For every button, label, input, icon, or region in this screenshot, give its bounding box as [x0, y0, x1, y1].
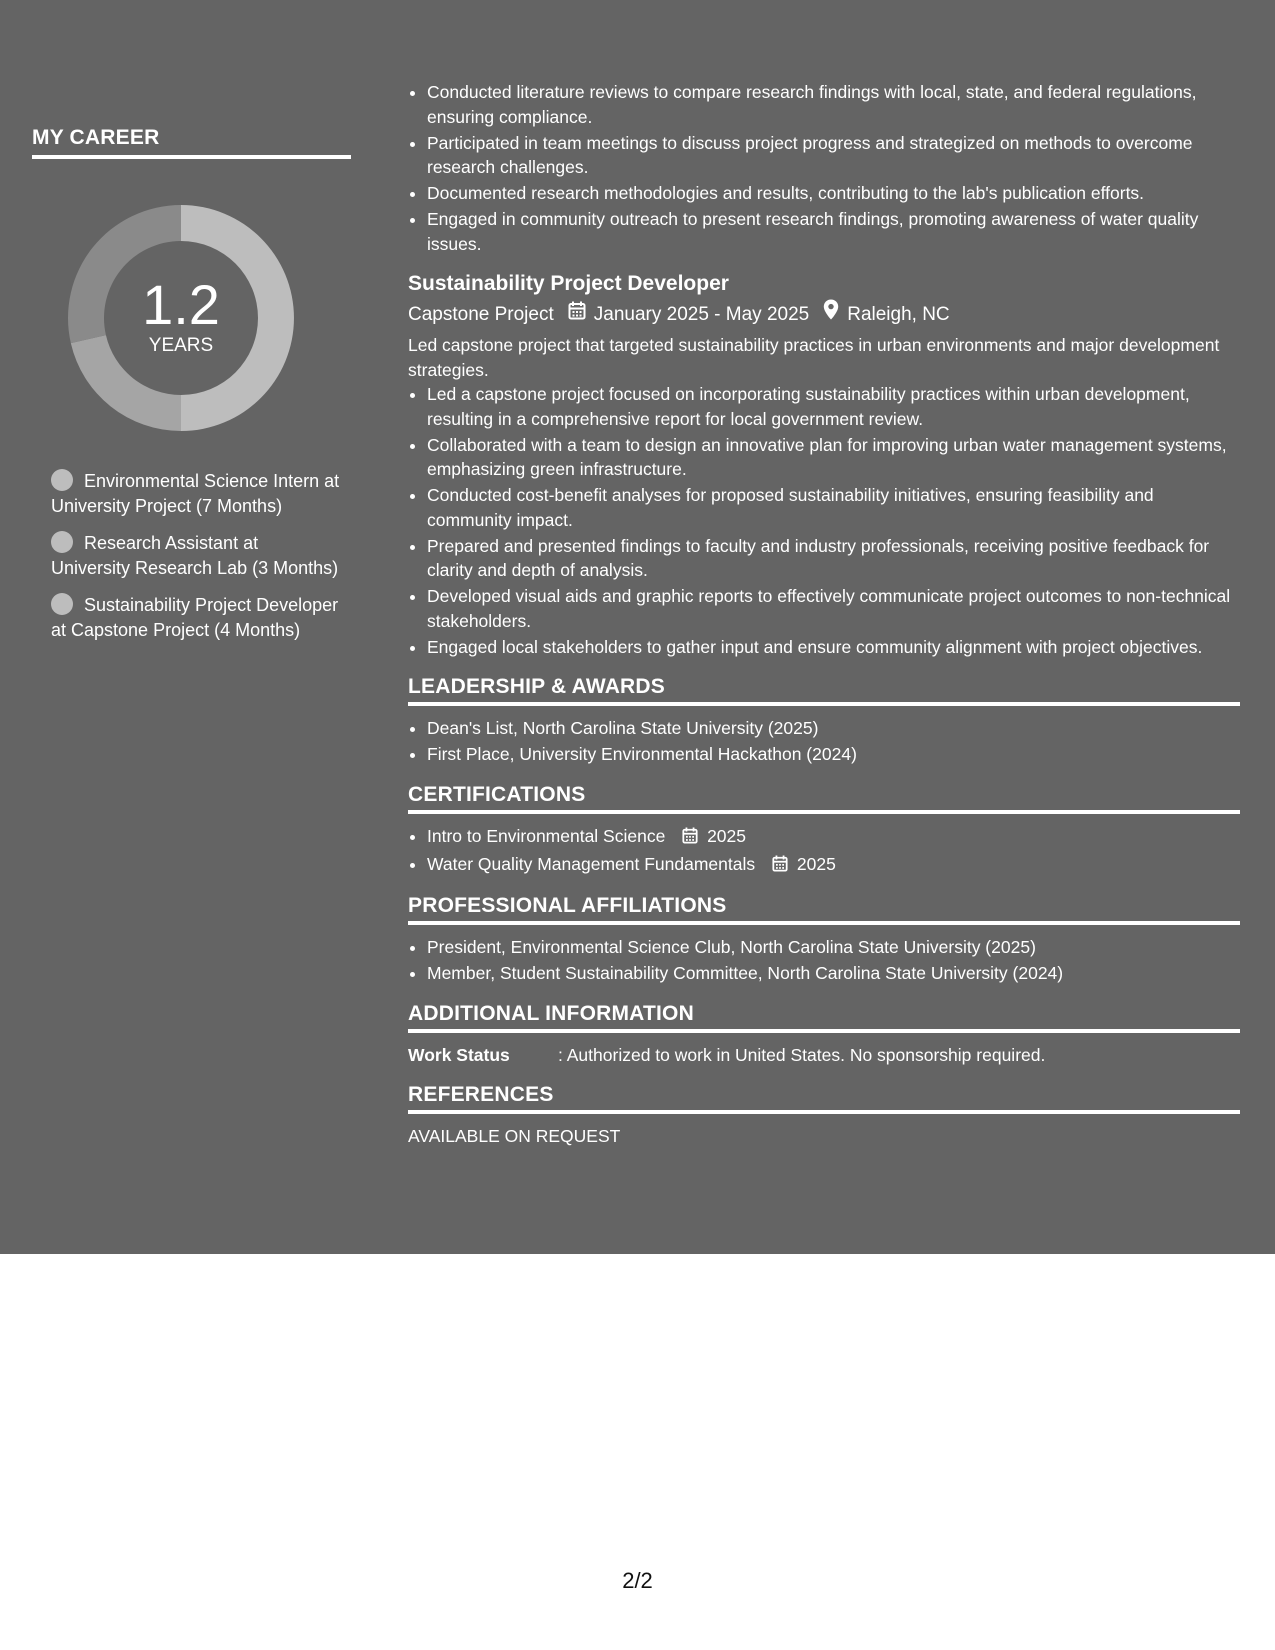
- job-location: Raleigh, NC: [847, 303, 950, 325]
- certification-year: 2025: [796, 853, 836, 874]
- bullet-item: • Engaged in community outreach to present research findings, promoting awareness of water quality issues.: [427, 207, 1240, 256]
- certification-item: [427, 824, 1240, 851]
- additional-info-heading: ADDITIONAL INFORMATION: [408, 1002, 1240, 1033]
- job-meta: [408, 299, 1240, 330]
- location-pin-icon: [823, 299, 839, 330]
- career-item: [51, 469, 341, 518]
- work-status-value: : Authorized to work in United States. No sponsorship required.: [558, 1044, 1046, 1065]
- sidebar: [32, 126, 351, 655]
- previous-job-bullets: [408, 80, 1240, 256]
- bullet-item: • Developed visual aids and graphic reports to effectively communicate project outcomes to non-technical stakeholders.: [427, 584, 1240, 633]
- affiliations-heading: PROFESSIONAL AFFILIATIONS: [408, 894, 1240, 925]
- job-bullets: [408, 382, 1240, 659]
- donut-center: [66, 203, 296, 433]
- certifications-list: [408, 824, 1240, 879]
- certifications-heading: CERTIFICATIONS: [408, 783, 1240, 814]
- career-item-text: Research Assistant at University Research Lab (3 Months): [51, 533, 339, 578]
- career-dot-icon: [51, 593, 73, 615]
- total-years-value: 1.2: [142, 273, 220, 336]
- references-text: AVAILABLE ON REQUEST: [408, 1126, 621, 1146]
- work-status-row: [408, 1043, 1240, 1068]
- bullet-item: • Conducted literature reviews to compare research findings with local, state, and federal regulations, ensuring compliance.: [427, 80, 1240, 129]
- job-description: Led capstone project that targeted sustainability practices in urban environments and major development strategies.: [408, 335, 1220, 380]
- certification-item: [427, 852, 1240, 879]
- job-title: Sustainability Project Developer: [408, 272, 729, 295]
- page-number: 2/2: [622, 1568, 653, 1593]
- total-years-unit: YEARS: [148, 335, 214, 356]
- certification-year: 2025: [707, 825, 747, 846]
- work-status-label: Work Status: [408, 1044, 510, 1065]
- bullet-item: • Documented research methodologies and results, contributing to the lab's publication efforts.: [427, 181, 1240, 206]
- calendar-icon: [568, 300, 586, 330]
- career-donut-chart: [66, 203, 296, 433]
- award-item: • First Place, University Environmental Hackathon (2024): [427, 742, 1240, 767]
- career-item: [51, 593, 341, 642]
- career-dot-icon: [51, 469, 73, 491]
- career-item: [51, 531, 341, 580]
- bullet-item: • Engaged local stakeholders to gather input and ensure community alignment with project objectives.: [427, 635, 1240, 660]
- career-dot-icon: [51, 531, 73, 553]
- references-heading: REFERENCES: [408, 1083, 1240, 1114]
- affiliation-item: • Member, Student Sustainability Committee, North Carolina State University (2024): [427, 961, 1240, 986]
- bullet-item: • Participated in team meetings to discuss project progress and strategized on methods to overcome research challenges.: [427, 131, 1240, 180]
- bullet-item: • Conducted cost-benefit analyses for proposed sustainability initiatives, ensuring feasibility and community impact.: [427, 483, 1240, 532]
- award-item: • Dean's List, North Carolina State University (2025): [427, 716, 1240, 741]
- leadership-heading: LEADERSHIP & AWARDS: [408, 675, 1240, 706]
- career-list: [51, 469, 341, 642]
- calendar-icon: [772, 854, 788, 879]
- leadership-list: [408, 716, 1240, 767]
- main-column: [408, 80, 1240, 1149]
- job-dates: January 2025 - May 2025: [593, 303, 810, 325]
- career-heading: MY CAREER: [32, 126, 351, 159]
- affiliation-item: • President, Environmental Science Club, North Carolina State University (2025): [427, 935, 1240, 960]
- job-company: Capstone Project: [408, 303, 554, 325]
- bullet-item: • Prepared and presented findings to faculty and industry professionals, receiving positive feedback for clarity and depth of analysis.: [427, 534, 1240, 583]
- certification-name: Water Quality Management Fundamentals: [427, 853, 756, 874]
- career-item-text: Sustainability Project Developer at Capstone Project (4 Months): [51, 595, 339, 640]
- affiliations-list: [408, 935, 1240, 986]
- bullet-item: • Collaborated with a team to design an innovative plan for improving urban water management systems, emphasizing green infrastructure.: [427, 433, 1240, 482]
- bullet-item: • Led a capstone project focused on incorporating sustainability practices within urban development, resulting in a comprehensive report for local government review.: [427, 382, 1240, 431]
- calendar-icon: [682, 826, 698, 851]
- career-item-text: Environmental Science Intern at University Project (7 Months): [51, 471, 340, 516]
- certification-name: Intro to Environmental Science: [427, 825, 666, 846]
